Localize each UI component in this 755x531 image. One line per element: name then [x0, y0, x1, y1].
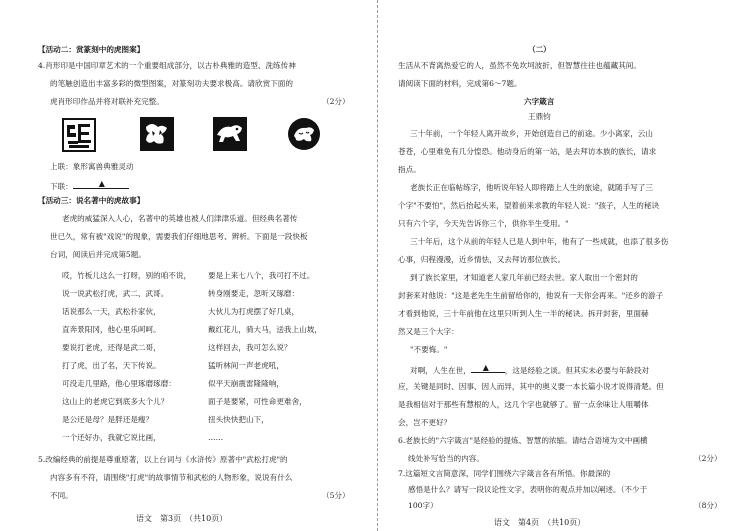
poem-right-line: 要是上来七八个，我可打不过。	[208, 271, 315, 280]
para1-line: 三十年前，一个年轻人离开故乡，开始创造自己的前途。少小离家，云山	[410, 129, 653, 138]
para1-line: 苍苍，心里难免有几分惶恐。他动身后的第一站，是去拜访本族的族长，请求	[398, 147, 657, 156]
q5-line-1: 5.改编经典的前提是尊重原著，以上台词与《水浒传》原著中"武松打虎"的	[38, 455, 288, 464]
right-intro-line-1: 生活从不背离热爱它的人，虽然不免坎坷波折，但智慧往往也蕴藏其间。	[398, 61, 641, 70]
fill-in-blank[interactable]	[471, 365, 505, 373]
couplet-answer-blank[interactable]	[73, 181, 129, 189]
intro-line-1: 老虎的威猛深入人心，名著中的英雄也被人们津津乐道。但经典名著传	[62, 214, 298, 223]
poem-right-line: 猛听林间一声老虎吼，	[208, 361, 284, 370]
intro-line-2: 世已久，常有被"戏说"的现象，需要我们仔细地思考、辨析。下面是一段快板	[50, 232, 308, 241]
para4-line: 才看到他说，三十年前他在这里只听到人生一半的秘诀。拆开封套，里面赫	[398, 309, 649, 318]
poem-right-line: 戴红花儿，骑大马，送我上山坡，	[208, 325, 322, 334]
q7-line-1: 7.这篇短文言简意深，同学们围绕六字箴言各有所悟。你最深的	[398, 469, 611, 478]
q4-line-2: 的笔触创造出丰富多彩的微型图案，对篆刻功夫要求极高。请欣赏下面的	[50, 79, 293, 88]
q7-points: （8分）	[694, 501, 722, 510]
tiger-seal-icon-1	[62, 118, 96, 152]
q7-line-2: 感悟是什么？请写一段议论性文字，表明你的观点并加以阐述。（不少于	[408, 485, 648, 494]
q4-points: （2分）	[322, 97, 350, 106]
activity3-heading: 【活动三：说名著中的虎故事】	[38, 196, 145, 205]
para6-first-line	[410, 365, 649, 375]
para2-line: 老族长正在临帖练字，他听说年轻人即将踏上人生的旅途，就随手写了三	[410, 183, 653, 192]
para3-line: 三十年后，这个从前的年轻人已是人到中年，他有了一些成就，也添了很多伤	[410, 237, 669, 246]
para1-line: 指点。	[398, 165, 421, 174]
q4-line-1: 4.肖形印是中国印章艺术的一个重要组成部分，以古朴典雅的造型、洗练传神	[38, 61, 296, 70]
poem-left-line: 哎，竹板儿这么一打呀，别的咱不说，	[62, 271, 192, 280]
tiger-seal-icon-4	[287, 117, 321, 151]
left-page	[0, 0, 377, 531]
tiger-seal-icon-3	[213, 117, 247, 151]
q4-line-3: 虎肖形印作品并将对联补充完整。	[50, 97, 164, 106]
poem-left-line: 可没走几里路，他心里琢磨琢磨：	[62, 379, 176, 388]
poem-left-line: 直奔景阳冈，他心里乐呵呵。	[62, 325, 161, 334]
poem-left-line: 是公还是母？是胖还是瘦？	[62, 415, 154, 424]
para2-line: 只有六个字，今天先告诉你三个，供你半生受用。"	[398, 219, 569, 228]
couplet-lower-label: 下联：	[50, 182, 73, 191]
poem-right-line: 扭头快快把山下，	[208, 415, 269, 424]
activity2-heading: 【活动二：赏篆刻中的虎图案】	[38, 45, 145, 54]
poem-right-line: 大伙儿为打虎摆了好几桌，	[208, 307, 300, 316]
poem-left-line: 说一说武松打虎，武二、武哥。	[62, 289, 169, 298]
q6-points: （2分）	[694, 454, 722, 463]
para6-line: 会，岂不更好？	[398, 418, 452, 427]
poem-left-line: 一个还好办，我就它说比画，	[62, 433, 161, 442]
couplet-upper: 上联：象形寓兽典雅灵动	[50, 162, 134, 171]
q6-line-2: 线处补写恰当的内容。	[408, 454, 484, 463]
poem-right-line: 这样回去，我可怎么说？	[208, 343, 292, 352]
couplet-lower	[50, 181, 129, 191]
poem-left-line: 要说打老虎，还得是武二哥，	[62, 343, 161, 352]
para6-prefix: 对啊，人生在世，	[410, 366, 471, 375]
q5-line-3: 不同。	[50, 491, 73, 500]
q7-line-3: 100字）	[408, 501, 438, 510]
poem-left-line: 话说那么一天，武松扑家伙，	[62, 307, 161, 316]
blank-triangle-icon: ▲	[482, 363, 489, 372]
page-footer-4: 语文 第4页 （共10页）	[494, 518, 586, 527]
para2-line: 个字"不要怕"，然后抬起头来，望着前来求教的年轻人说："孩子，人生的秘诀	[398, 201, 660, 210]
blank-triangle-icon: ▲	[98, 179, 105, 188]
article-author: 王鼎钧	[528, 112, 551, 121]
poem-right-line: ……	[208, 433, 224, 442]
para6-line: 是我相信对于那些有慧根的人，这几个字也就够了。留一点余味让人咀嚼体	[398, 400, 649, 409]
poem-right-line: 似平天崩震雷隆隆响，	[208, 379, 284, 388]
poem-right-line: 面子是要紧，可性命更难舍，	[208, 397, 307, 406]
para4-line: 然又是三个大字：	[398, 327, 459, 336]
section-number: （二）	[528, 45, 551, 54]
q6-line-1: 6.老族长的"六字箴言"是经验的提炼、智慧的浓缩。请结合语境为文中画横	[398, 436, 648, 445]
poem-left-line: 打了虎，出了名，天下传说。	[62, 361, 161, 370]
intro-line-3: 台词，阅读后并完成第5题。	[50, 250, 146, 259]
para4-line: 到了族长家里，才知道老人家几年前已经去世。家人取出一个密封的	[410, 273, 638, 282]
tiger-seal-icon-2	[140, 117, 174, 151]
poem-right-line: 转身刚要走，忽听又琢磨：	[208, 289, 300, 298]
right-intro-line-2: 请阅读下面的材料，完成第6～7题。	[398, 79, 522, 88]
article-title: 六字箴言	[524, 97, 555, 106]
para6-suffix: ，这是经验之谈。但其实未必要与年龄段对	[504, 366, 650, 375]
para5-line: "不要悔。"	[410, 345, 448, 354]
right-page	[378, 0, 755, 531]
page-footer-3: 语文 第3页 （共10页）	[136, 514, 228, 523]
q5-points: （5分）	[322, 491, 350, 500]
poem-left-line: 这山上的老虎它到底多大个儿？	[62, 397, 169, 406]
q5-line-2: 内容多有不符，请围绕"打虎"的故事情节和武松的人物形象，说说有什么	[50, 473, 293, 482]
para6-line: 应，关键是同时、因事、因人而异，其中的奥义要一本长篇小说才说得清楚。但	[398, 382, 664, 391]
para4-line: 封套来对他说："这是老先生生前留给你的，他说有一天你会再来。"还乡的游子	[398, 291, 664, 300]
para3-line: 心事，归程漫漫，近乡情怯，又去拜访那位族长。	[398, 255, 566, 264]
